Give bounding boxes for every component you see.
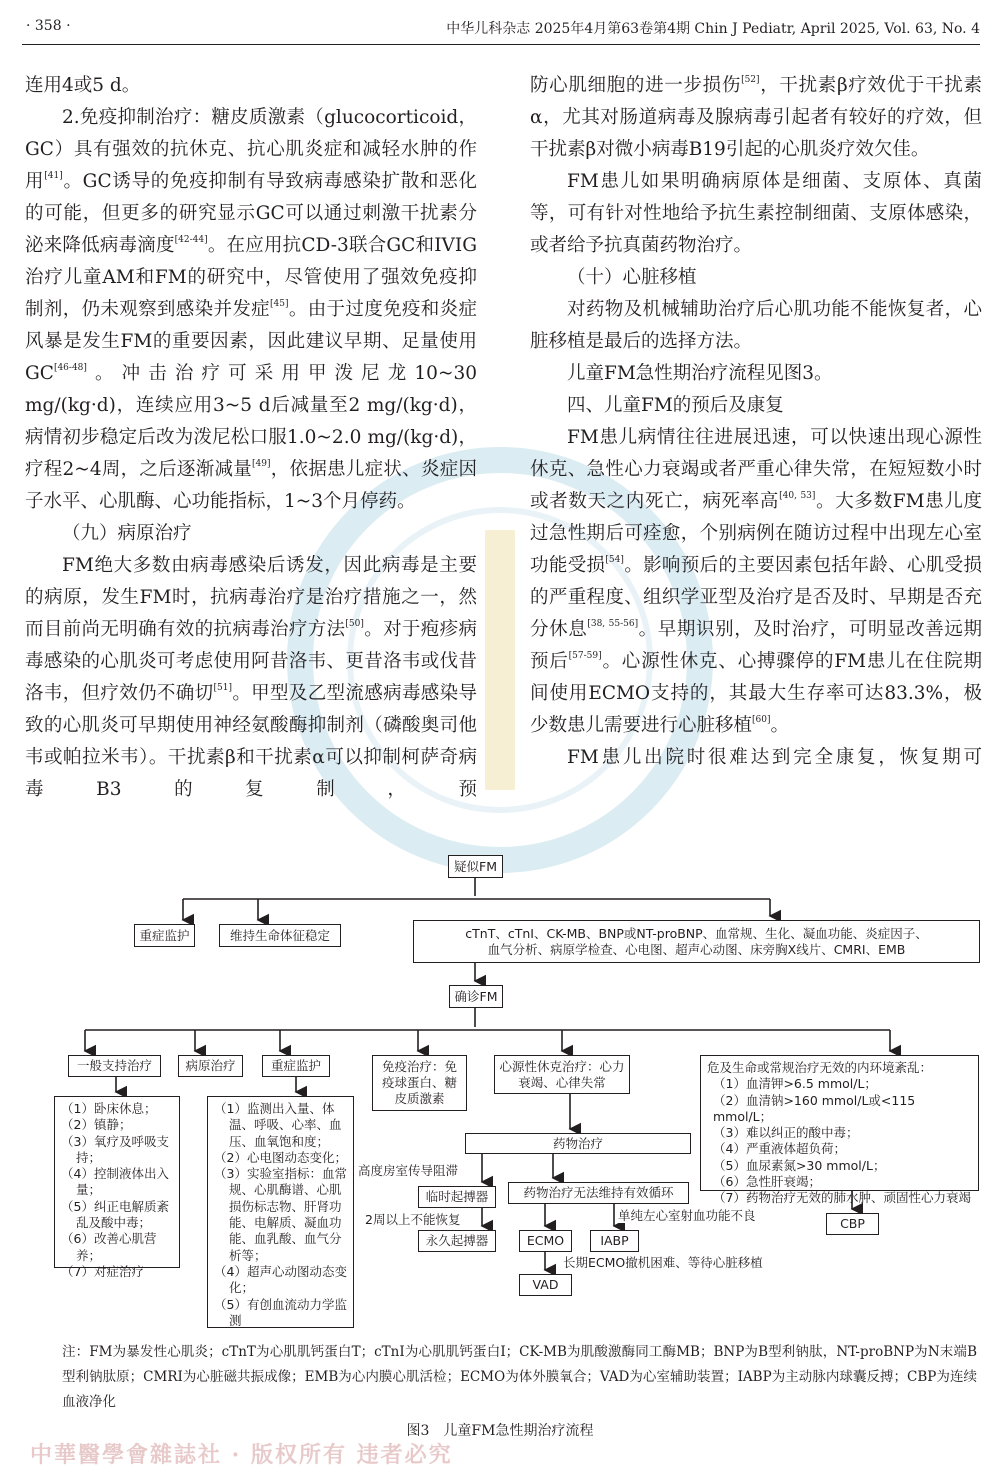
paragraph-text: 儿童FM急性期治疗流程见图3。 (567, 363, 833, 384)
citation: [60] (752, 715, 771, 725)
paragraph-text: 。影响预后的主要因素包括年龄、心肌受损的严重程度、组织学亚型及治疗是否及时、早期是否充分休息 (530, 555, 982, 640)
citation: [38, 55-56] (587, 619, 639, 629)
citation: [45] (270, 299, 289, 309)
paragraph-text: ，干扰素β疗效优于干扰素α，尤其对肠道病毒及腺病毒引起者有较好的疗效，但干扰素β对微小病毒B19引起的心肌炎疗效欠佳。 (530, 75, 982, 160)
diagnostic-tests-box (413, 920, 980, 963)
list-item: （3）实验室指标：血常规、心肌酶谱、心肌损伤标志物、肝肾功能、电解质、凝血功能、血乳酸、血气分析等； (214, 1166, 347, 1263)
citation: [40, 53] (779, 491, 816, 501)
paragraph-text: ，依据患儿症状、炎症因子水平、心肌酶、心功能指标，1~3个月停药。 (25, 459, 477, 512)
paragraph-text: 。冲击治疗可采用甲泼尼龙10~30 mg/(kg·d)，连续应用3~5 d后减量至2 mg/(kg·d)，病情初步稳定后改为泼尼松口服1.0~2.0 mg/(kg·d)，疗程2~4周，之后逐渐减量 (25, 363, 477, 480)
list-item: （1）卧床休息； (61, 1101, 157, 1116)
list-item: （4）控制液体出入量； (61, 1166, 169, 1198)
paragraph-text: 。 (770, 715, 790, 736)
pathogen-treatment-box: 病原治疗 (178, 1055, 243, 1077)
list-item: （1）监测出入量、体温、呼吸、心率、血压、血氧饱和度； (214, 1101, 342, 1149)
perm-pacemaker-box: 永久起搏器 (418, 1230, 496, 1252)
citation: [41] (44, 171, 63, 181)
page-number: · 358 · (26, 18, 71, 34)
icu-monitor-list (207, 1096, 354, 1328)
iabp-box: IABP (590, 1230, 639, 1252)
citation: [50] (345, 619, 364, 629)
suspected-fm-box: 疑似FM (448, 855, 503, 878)
icu-monitor-box-2: 重症监护 (262, 1055, 330, 1077)
citation: [49] (252, 459, 271, 469)
general-support-list (54, 1096, 180, 1279)
paragraph-text: 。大多数FM患儿度过急性期后可痊愈，个别病例在随访过程中出现左心室功能受损 (530, 491, 982, 576)
paragraph-text: 。心源性休克、心搏骤停的FM患儿在住院期间使用ECMO支持的，其最大生存率可达83.3%，极少数患儿需要进行心脏移植 (530, 651, 982, 736)
citation: [54] (605, 555, 624, 565)
list-item: （5）血尿素氮>30 mmol/L； (713, 1157, 886, 1173)
drug-fail-box: 药物治疗无法维持有效循环 (508, 1182, 689, 1204)
list-item: （4）超声心动图动态变化； (214, 1263, 347, 1296)
paragraph-text: 。对于疱疹病毒感染的心肌炎可考虑使用阿昔洛韦、更昔洛韦或伐昔洛韦，但疗效仍不确切 (25, 619, 477, 704)
list-item: （5）纠正电解质紊乱及酸中毒； (61, 1198, 169, 1231)
tests-line-1: cTnT、cTnI、CK-MB、BNP或NT-proBNP、血常规、生化、凝血功能、炎症因子、 (465, 925, 928, 941)
citation: [51] (213, 683, 232, 693)
immune-therapy-box: 免疫治疗：免疫球蛋白、糖皮质激素 (372, 1055, 467, 1111)
temp-pacemaker-box: 临时起搏器 (418, 1186, 496, 1208)
citation: [57-59] (568, 651, 602, 661)
list-item: （2）血清钠>160 mmol/L或<115 mmol/L； (713, 1092, 916, 1124)
paragraph-text: （十）心脏移植 (567, 267, 697, 288)
ecmo-box: ECMO (519, 1230, 572, 1252)
list-item: （7）对症治疗 (61, 1263, 144, 1279)
vad-box: VAD (519, 1274, 572, 1296)
lv-poor-label: 单纯左心室射血功能不良 (618, 1208, 756, 1223)
list-item: （1）血清钾>6.5 mmol/L； (713, 1076, 877, 1092)
paragraph-text: FM绝大多数由病毒感染后诱发，因此病毒是主要的病原，发生FM时，抗病毒治疗是治疗措施之一，然而目前尚无明确有效的抗病毒治疗方法 (25, 555, 477, 640)
list-item: （3）难以纠正的酸中毒； (713, 1125, 859, 1141)
journal-header: 中华儿科杂志 2025年4月第63卷第4期 Chin J Pediatr, April 2025, Vol. 63, No. 4 (446, 21, 980, 37)
publisher-watermark-logo: 中華醫學會雜誌社 · 版权所有 违者必究 (30, 1442, 453, 1468)
figure-note: 注：FM为暴发性心肌炎；cTnT为心肌肌钙蛋白T；cTnI为心肌肌钙蛋白I；CK-MB为肌酸激酶同工酶MB；BNP为B型利钠肽，NT-proBNP为N末端B型利钠肽原；CMRI为心脏磁共振成像；EMB为心内膜心肌活检；ECMO为体外膜氧合；VAD为心室辅助装置；IABP为主动脉内球囊反搏；CBP为连续血液净化 (62, 1344, 977, 1410)
cardiogenic-shock-box: 心源性休克治疗：心力衰竭、心律失常 (494, 1055, 630, 1094)
confirmed-fm-box: 确诊FM (449, 985, 503, 1008)
citation: [52] (741, 75, 760, 85)
icu-monitor-box: 重症监护 (134, 924, 195, 947)
list-item: （3）氧疗及呼吸支持； (61, 1133, 169, 1165)
list-item: （6）急性肝衰竭； (713, 1174, 821, 1190)
list-item: （2）心电图动态变化； (214, 1149, 347, 1165)
paragraph-text: （九）病原治疗 (62, 523, 192, 544)
list-item: （6）改善心肌营养； (61, 1231, 157, 1263)
list-item: （4）严重液体超负荷； (713, 1141, 846, 1157)
paragraph-text: 。由于过度免疫和炎症风暴是发生FM的重要因素，因此建议早期、足量使用GC (25, 299, 477, 384)
ecmo-wean-label: 长期ECMO撤机困难、等待心脏移植 (563, 1255, 763, 1270)
drug-therapy-box: 药物治疗 (465, 1133, 691, 1154)
tests-line-2: 血气分析、病原学检查、心电图、超声心动图、床旁胸X线片、CMRI、EMB (487, 941, 906, 957)
list-item: （5）有创血流动力学监测 (214, 1296, 347, 1328)
crrt-title: 危及生命或常规治疗无效的内环境紊乱： (707, 1060, 933, 1075)
paragraph-text: 对药物及机械辅助治疗后心肌功能不能恢复者，心脏移植是最后的选择方法。 (530, 299, 982, 352)
av-block-label: 高度房室传导阻滞 (358, 1163, 459, 1178)
list-item: （2）镇静； (61, 1117, 132, 1133)
paragraph-text: FM患儿病情往往进展迅速，可以快速出现心源性休克、急性心力衰竭或者严重心律失常，在短短数小时或者数天之内死亡，病死率高 (530, 427, 982, 512)
paragraph-text: 连用4或5 d。 (25, 75, 141, 96)
figure-caption: 图3 儿童FM急性期治疗流程 (406, 1423, 594, 1439)
paragraph-text: 。甲型及乙型流感病毒感染导致的心肌炎可早期使用神经氨酸酶抑制剂（磷酸奥司他韦或帕拉米韦）。干扰素β和干扰素α可以抑制柯萨奇病毒B3的复制，预 (25, 683, 477, 800)
paragraph-text: 防心肌细胞的进一步损伤 (530, 75, 742, 96)
crrt-indications-box (700, 1055, 979, 1206)
general-support-box: 一般支持治疗 (68, 1055, 161, 1077)
citation: [42-44] (174, 235, 208, 245)
no-recovery-label: 2周以上不能恢复 (365, 1212, 461, 1227)
paragraph-text: 四、儿童FM的预后及康复 (567, 395, 784, 416)
paragraph-text: 。早期识别，及时治疗，可明显改善远期预后 (530, 619, 982, 672)
cbp-box: CBP (826, 1213, 879, 1235)
maintain-vitals-box: 维持生命体征稳定 (219, 924, 341, 947)
paragraph-text: 2.免疫抑制治疗：糖皮质激素（glucocorticoid，GC）具有强效的抗休克、抗心肌炎症和减轻水肿的作用 (25, 107, 477, 192)
paragraph-text: 。GC诱导的免疫抑制有导致病毒感染扩散和恶化的可能，但更多的研究显示GC可以通过刺激干扰素分泌来降低病毒滴度 (25, 171, 477, 256)
list-item: （7）药物治疗无效的肺水肿、顽固性心力衰竭 (713, 1190, 971, 1206)
paragraph-text: FM患儿出院时很难达到完全康复，恢复期可 (567, 747, 982, 768)
citation: [46-48] (53, 363, 87, 373)
paragraph-text: FM患儿如果明确病原体是细菌、支原体、真菌等，可有针对性地给予抗生素控制细菌、支原体感染，或者给予抗真菌药物治疗。 (530, 171, 982, 256)
paragraph-text: 。在应用抗CD-3联合GC和IVIG治疗儿童AM和FM的研究中，尽管使用了强效免疫抑制剂，仍未观察到感染并发症 (25, 235, 477, 320)
